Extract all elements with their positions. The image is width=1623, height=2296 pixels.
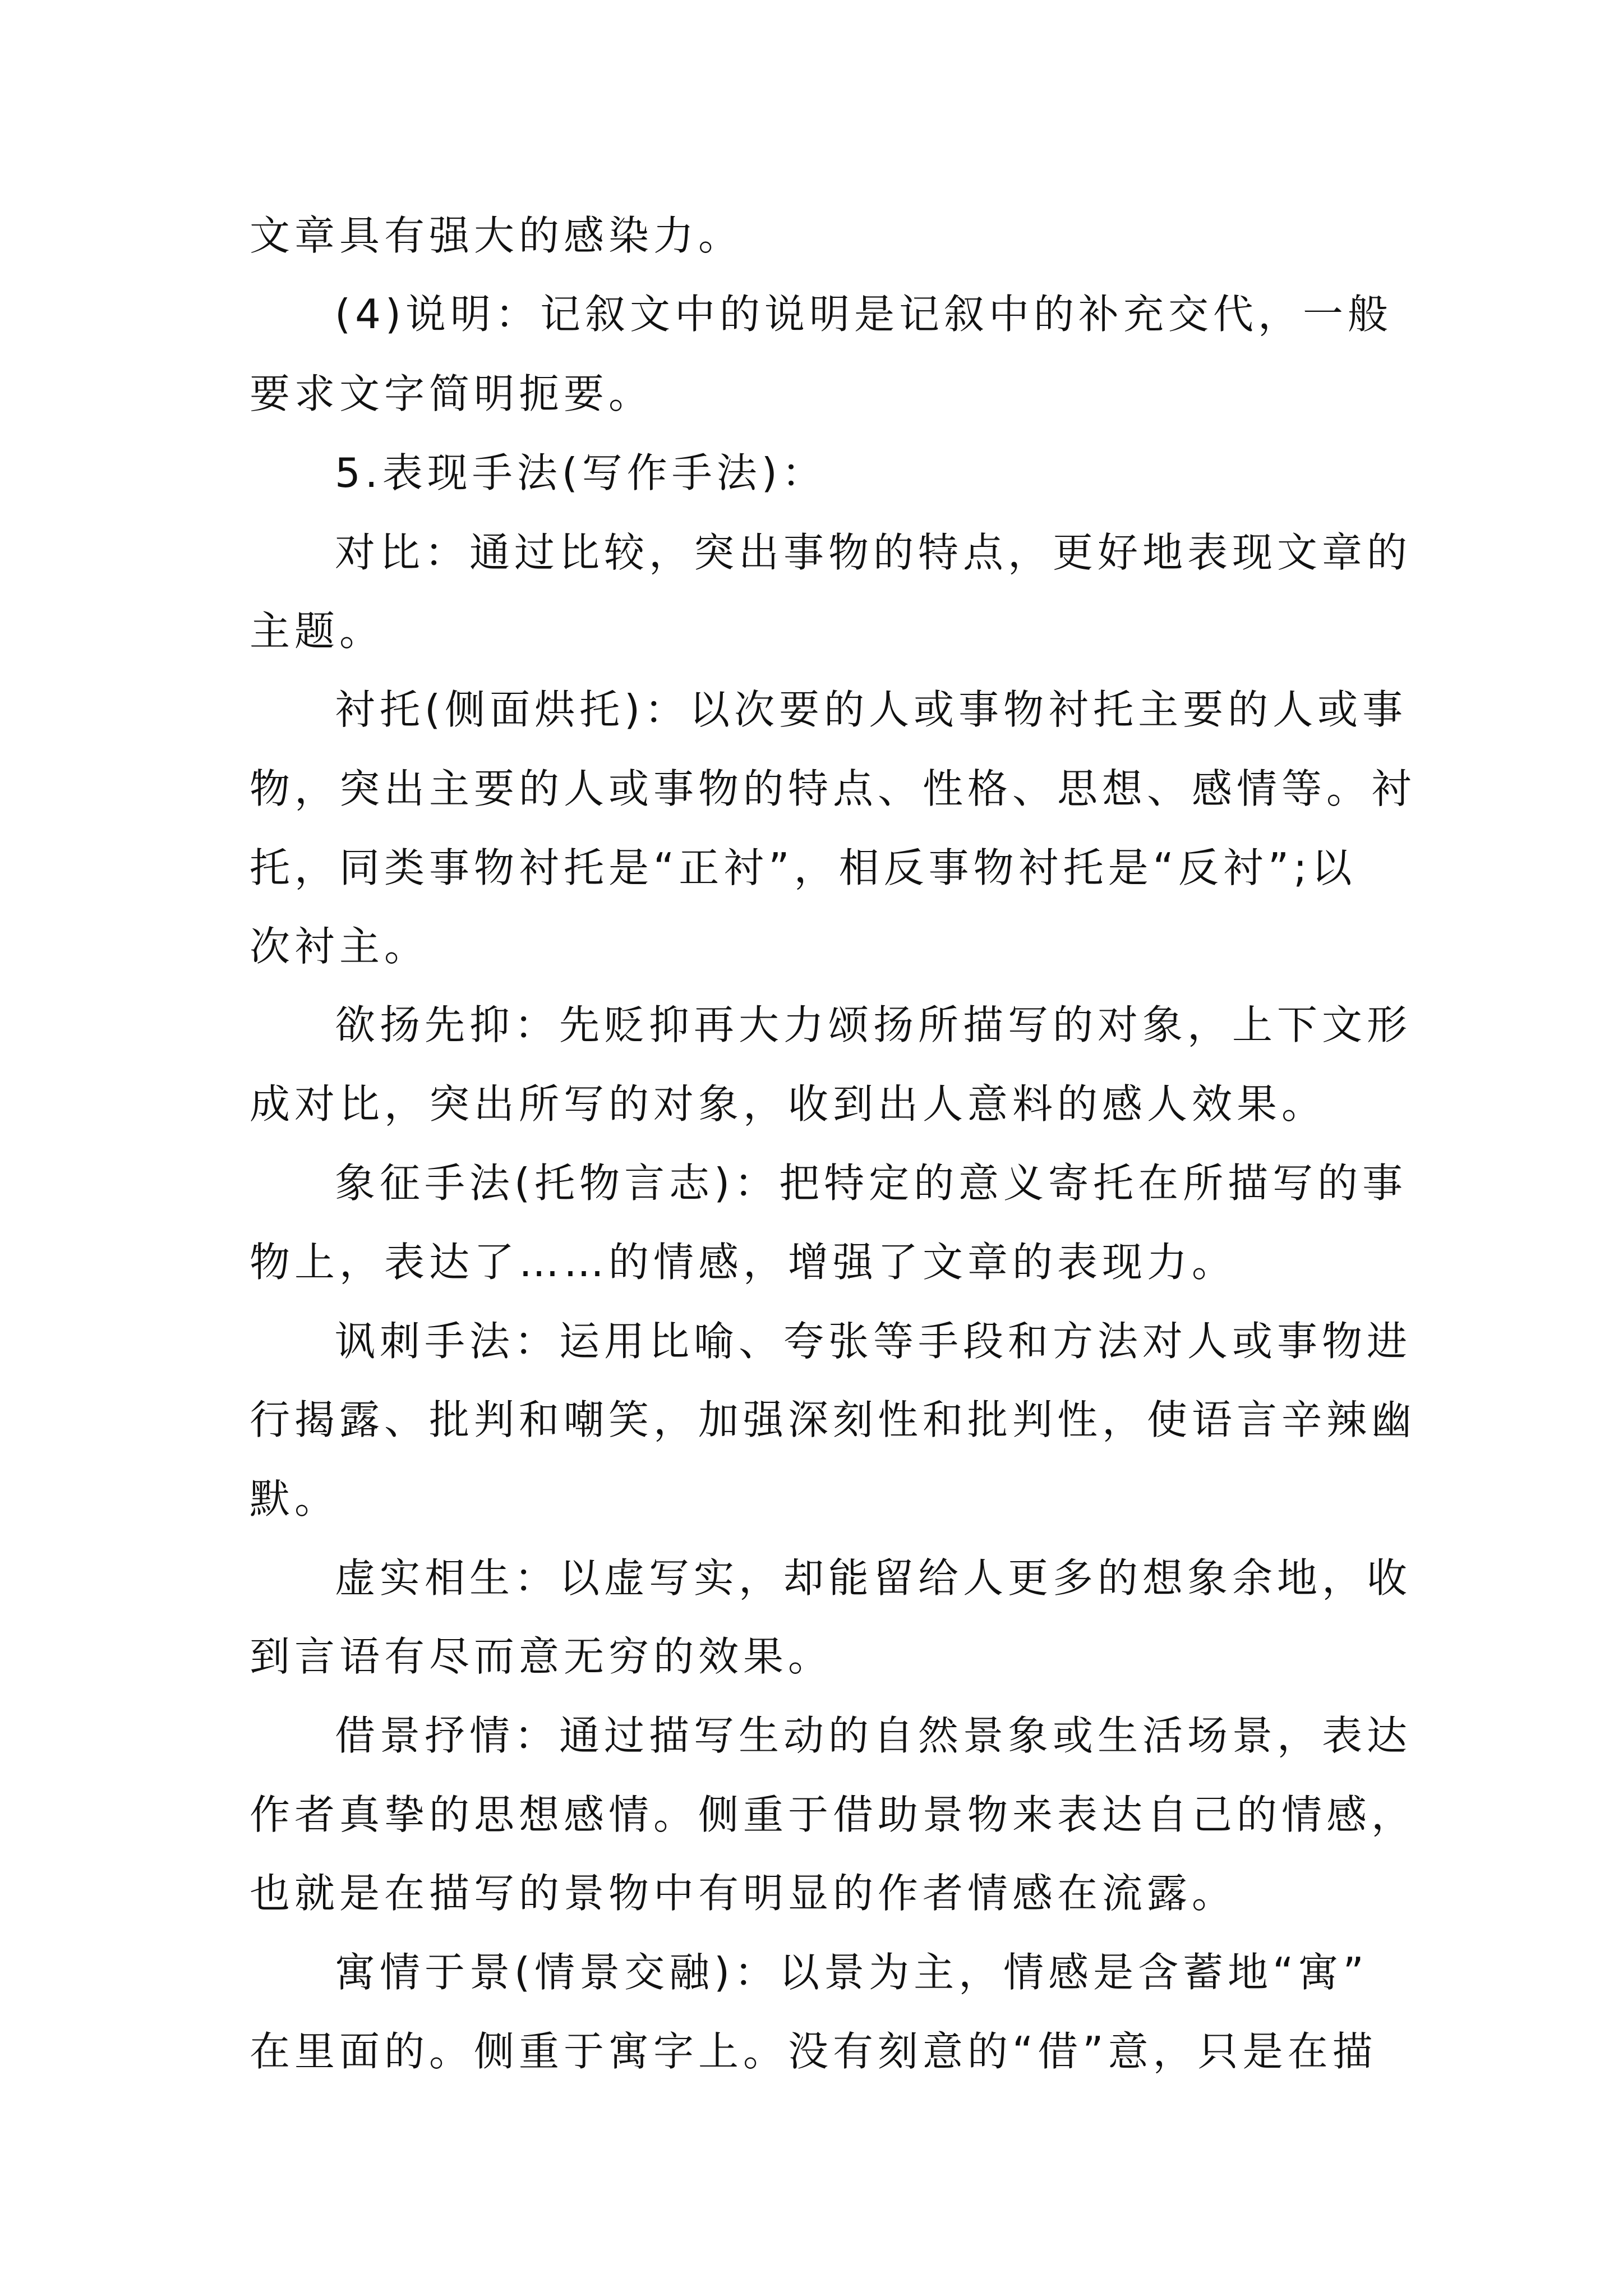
text-line: 成对比，突出所写的对象，收到出人意料的感人效果。 — [250, 1080, 1327, 1128]
text-line: 讽刺手法：运用比喻、夸张等手段和方法对人或事物进 — [335, 1318, 1412, 1365]
text-line: 也就是在描写的景物中有明显的作者情感在流露。 — [250, 1870, 1237, 1917]
text-line: 借景抒情：通过描写生动的自然景象或生活场景，表达 — [335, 1712, 1412, 1759]
text-line: 到言语有尽而意无穷的效果。 — [250, 1633, 833, 1680]
text-line: 要求文字简明扼要。 — [250, 370, 654, 417]
text-line: 象征手法(托物言志)：把特定的意义寄托在所描写的事 — [335, 1159, 1408, 1207]
text-line: 托，同类事物衬托是“正衬”，相反事物衬托是“反衬”;以 — [250, 844, 1357, 891]
text-line: (4)说明：记叙文中的说明是记叙中的补充交代，一般 — [335, 291, 1393, 338]
text-line: 寓情于景(情景交融)：以景为主，情感是含蓄地“寓” — [335, 1949, 1368, 1996]
text-line: 欲扬先抑：先贬抑再大力颂扬所描写的对象，上下文形 — [335, 1001, 1412, 1048]
text-line: 物上，表达了……的情感，增强了文章的表现力。 — [250, 1239, 1237, 1286]
text-line: 衬托(侧面烘托)：以次要的人或事物衬托主要的人或事 — [335, 686, 1408, 733]
text-line: 在里面的。侧重于寓字上。没有刻意的“借”意，只是在描 — [250, 2028, 1377, 2075]
text-line: 主题。 — [250, 608, 385, 655]
text-line: 作者真挚的思想感情。侧重于借助景物来表达自己的情感， — [250, 1791, 1417, 1838]
text-line: 文章具有强大的感染力。 — [250, 212, 744, 259]
text-line: 行揭露、批判和嘲笑，加强深刻性和批判性，使语言辛辣幽 — [250, 1396, 1417, 1443]
text-line: 对比：通过比较，突出事物的特点，更好地表现文章的 — [335, 529, 1412, 576]
text-line: 次衬主。 — [250, 923, 430, 970]
text-line: 物，突出主要的人或事物的特点、性格、思想、感情等。衬 — [250, 765, 1417, 812]
text-line: 虚实相生：以虚写实，却能留给人更多的想象余地，收 — [335, 1554, 1412, 1602]
text-line: 默。 — [250, 1475, 340, 1522]
section-heading: 5.表现手法(写作手法)： — [335, 449, 827, 496]
